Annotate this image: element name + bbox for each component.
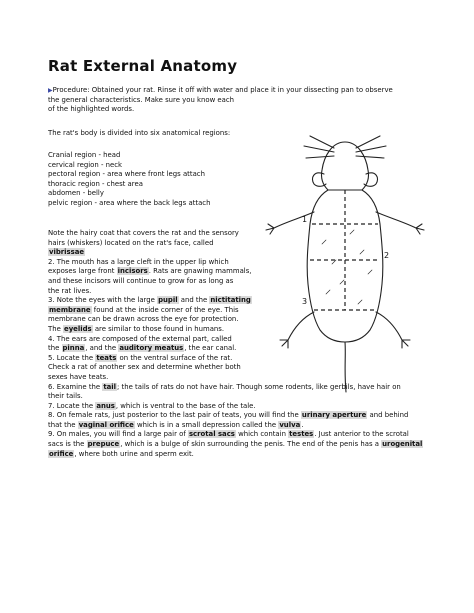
step-line: 2. The mouth has a large cleft in the upper lip which [48,257,229,266]
rat-head [321,142,368,190]
region-item: pectoral region - area where front legs attach [48,170,205,179]
region-item: thoracic region - chest area [48,179,143,188]
step-line: and these incisors will continue to grow for as long as [48,276,234,285]
step-line [48,402,423,412]
step-text: , the ear canal. [184,344,237,353]
procedure-paragraph [48,86,393,115]
term-prepuce: prepuce [87,440,120,449]
term-eyelids: eyelids [64,324,92,333]
region-item: cervical region - neck [48,160,123,169]
step-text: The [48,324,64,333]
region-label-3: 3 [302,297,308,306]
step-line [48,440,423,450]
step-line [48,450,423,460]
region-item: pelvic region - area where the back legs attach [48,198,211,207]
step-text: are similar to those found in humans. [92,324,225,333]
step-text: and behind [367,411,409,420]
rat-ventral-drawing [262,134,428,394]
rat-tail [345,342,346,392]
step-line [48,421,423,431]
term-urinary-aperture: urinary aperture [301,411,367,420]
term-orifice: orifice [49,449,74,458]
step-line: sexes have teats. [48,372,109,381]
term-teats: teats [96,353,117,362]
step-text: that the [48,420,78,429]
term-auditory-meatus: auditory meatus [119,344,184,353]
step-text: 9. On males, you will find a large pair of [48,430,188,439]
step-text: , where both urine and sperm exit. [74,449,194,458]
term-pinna: pinna [62,344,85,353]
step-text: and the [178,296,210,305]
term-incisors: incisors [117,267,148,276]
rat-hind-leg-right [376,312,410,348]
step-text: . Just anterior to the scrotal [314,430,409,439]
step-text: 3. Note the eyes with the large [48,296,158,305]
step-line: their tails. [48,392,83,401]
rat-whiskers [304,136,386,158]
term-vibrissae: vibrissae [49,248,85,257]
region-item: abdomen - belly [48,189,104,198]
term-anus: anus [96,401,115,410]
step-text: 8. On female rats, just posterior to the last pair of teats, you will find the [48,411,301,420]
rat-fur-texture [322,230,372,304]
step-line: Check a rat of another sex and determine whether both [48,363,241,372]
step-text: 6. Examine the [48,382,103,391]
step-text: 5. Locate the [48,353,96,362]
step-text: which contain [235,430,289,439]
step-line: membrane can be drawn across the eye for protection. [48,315,239,324]
step-text: , which is ventral to the base of the tale. [115,401,256,410]
term-pupil: pupil [158,296,178,305]
term-tail: tail [103,382,117,391]
regions-list [48,151,210,209]
region-label-2: 2 [384,251,390,260]
step-text: . Rats are gnawing mammals, [148,267,252,276]
procedure-line-1 [48,86,393,96]
step-line: the rat lives. [48,286,92,295]
step-text: which is in a small depression called the [134,420,279,429]
term-scrotal-sacs: scrotal sacs [188,430,235,439]
step-text: on the ventral surface of the rat. [117,353,233,362]
term-membrane: membrane [49,305,91,314]
region-label-1: 1 [302,215,308,224]
step-text: 7. Locate the [48,401,96,410]
rat-front-leg-right [376,212,424,234]
term-urogenital: urogenital [382,440,423,449]
step-text: found at the inside corner of the eye. This [91,305,239,314]
step-text: . [301,420,304,429]
step-text: sacs is the [48,440,87,449]
page-title: Rat External Anatomy [48,57,238,75]
term-testes: testes [289,430,314,439]
step-text: ; the tails of rats do not have hair. Though some rodents, like gerbils, have hair on [117,382,401,391]
step-text: exposes large front [48,267,117,276]
step-line: 4. The ears are composed of the external part, called [48,334,232,343]
term-vaginal-orifice: vaginal orifice [78,420,134,429]
term-nictitating: nictitating [210,296,251,305]
procedure-line-2: the general characteristics. Make sure you know each [48,95,235,104]
region-item: Cranial region - head [48,151,121,159]
rat-hind-leg-left [280,312,314,348]
step-text: the [48,344,62,353]
step-line [48,411,423,421]
regions-intro: The rat's body is divided into six anatomical regions: [48,129,231,137]
step-line: Note the hairy coat that covers the rat and the sensory [48,229,239,237]
step-text: , which is a bulge of skin surrounding the penis. The end of the penis has a [120,440,382,449]
step-line [48,430,423,440]
procedure-text: Procedure: Obtained your rat. Rinse it off with water and place it in your dissecting pan to observe [52,86,393,94]
triangle-bullet-icon: ▶ [48,87,53,94]
term-vulva: vulva [279,420,301,429]
step-text: , and the [85,344,119,353]
step-line: hairs (whiskers) located on the rat's face, called [48,238,214,247]
procedure-line-3: of the highlighted words. [48,105,135,114]
